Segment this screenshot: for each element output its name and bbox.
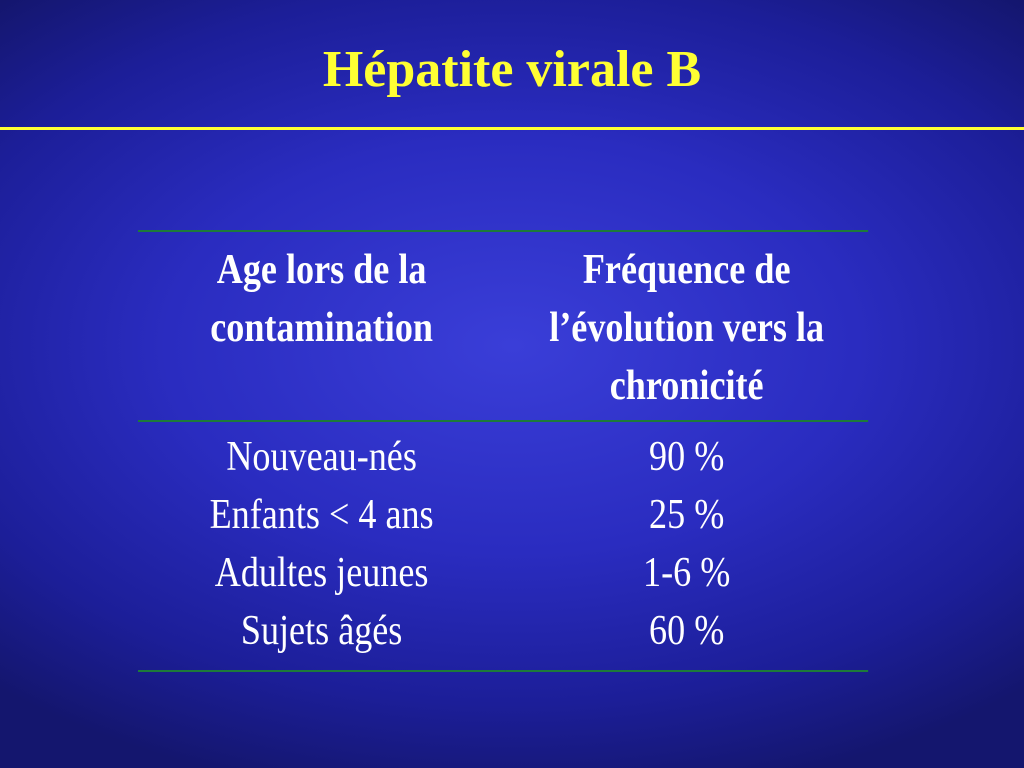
table-body bbox=[138, 421, 868, 671]
table-header bbox=[138, 231, 868, 421]
frequency-cell: 25 % bbox=[649, 491, 725, 538]
header-age-line-2: contamination bbox=[210, 304, 433, 351]
header-frequency-line-3: chronicité bbox=[609, 362, 764, 409]
frequency-cell: 1-6 % bbox=[643, 549, 731, 596]
chronicity-table bbox=[138, 230, 868, 672]
header-frequency bbox=[505, 231, 868, 421]
age-cell: Sujets âgés bbox=[138, 602, 505, 671]
frequency-cell: 90 % bbox=[649, 433, 725, 480]
age-cell: Adultes jeunes bbox=[214, 549, 429, 596]
table-row bbox=[138, 602, 868, 671]
slide-title: Hépatite virale B bbox=[322, 41, 702, 98]
age-cell: Enfants < 4 ans bbox=[209, 491, 434, 538]
title-underline bbox=[0, 127, 1024, 130]
table-row bbox=[138, 421, 868, 486]
table-row bbox=[138, 486, 868, 544]
table-row bbox=[138, 544, 868, 602]
header-frequency-line-2: l’évolution vers la bbox=[549, 304, 825, 351]
age-cell: Nouveau-nés bbox=[226, 433, 417, 480]
header-age-line-1: Age lors de la bbox=[216, 247, 427, 293]
frequency-cell: 60 % bbox=[505, 602, 868, 671]
header-row bbox=[138, 231, 868, 421]
header-frequency-line-1: Fréquence de bbox=[582, 247, 791, 293]
header-age bbox=[138, 231, 505, 421]
